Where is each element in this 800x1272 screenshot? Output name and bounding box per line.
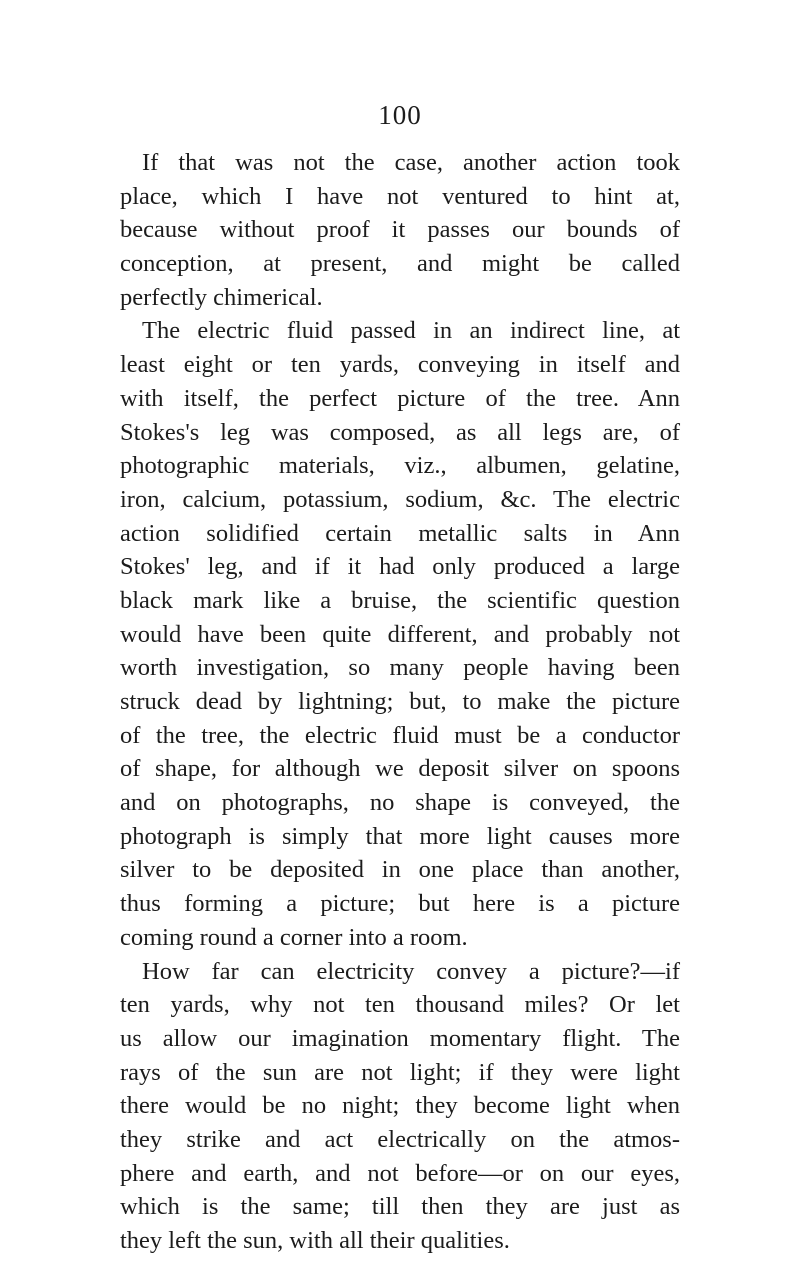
text-line: phere and earth, and not before—or on our eyes,: [120, 1159, 680, 1187]
text-line: black mark like a bruise, the scientific question: [120, 586, 680, 614]
text-line: place, which I have not ventured to hint at,: [120, 182, 680, 210]
body-text: [120, 146, 680, 1258]
text-line: If that was not the case, another action took: [142, 149, 680, 176]
text-line: silver to be deposited in one place than another,: [120, 856, 680, 884]
text-line: of shape, for although we deposit silver on spoons: [120, 755, 680, 783]
text-line: they strike and act electrically on the atmos-: [120, 1125, 680, 1153]
text-line: How far can electricity convey a picture?—if: [142, 957, 680, 985]
text-line: The electric fluid passed in an indirect line, at: [142, 317, 680, 345]
text-line: iron, calcium, potassium, sodium, &c. The electric: [120, 485, 680, 513]
text-line: photograph is simply that more light causes more: [120, 822, 680, 850]
text-line: ten yards, why not ten thousand miles? Or let: [120, 991, 680, 1019]
text-line: struck dead by lightning; but, to make the picture: [120, 688, 680, 715]
text-line: perfectly chimerical.: [120, 283, 323, 311]
text-line: least eight or ten yards, conveying in itself and: [120, 351, 680, 379]
text-line: conception, at present, and might be called: [120, 250, 680, 278]
text-line: with itself, the perfect picture of the tree. Ann: [120, 384, 680, 412]
text-line: and on photographs, no shape is conveyed, the: [120, 789, 680, 817]
text-line: they left the sun, with all their qualities.: [120, 1227, 510, 1254]
text-line: Stokes' leg, and if it had only produced a large: [120, 553, 680, 581]
text-line: coming round a corner into a room.: [120, 923, 468, 951]
text-line: of the tree, the electric fluid must be a conductor: [120, 721, 680, 749]
text-line: there would be no night; they become light when: [120, 1092, 680, 1120]
text-line: would have been quite different, and probably not: [120, 620, 680, 648]
text-line: which is the same; till then they are just as: [120, 1193, 680, 1221]
text-line: thus forming a picture; but here is a picture: [120, 890, 680, 918]
text-line: rays of the sun are not light; if they were light: [120, 1058, 680, 1086]
text-line: action solidified certain metallic salts in Ann: [120, 519, 680, 547]
text-line: us allow our imagination momentary flight. The: [120, 1024, 680, 1052]
text-line: because without proof it passes our bounds of: [120, 216, 680, 244]
page-number: 100: [378, 100, 422, 130]
text-line: Stokes's leg was composed, as all legs are, of: [120, 418, 680, 446]
text-line: photographic materials, viz., albumen, gelatine,: [120, 452, 680, 480]
text-line: worth investigation, so many people having been: [120, 654, 680, 682]
